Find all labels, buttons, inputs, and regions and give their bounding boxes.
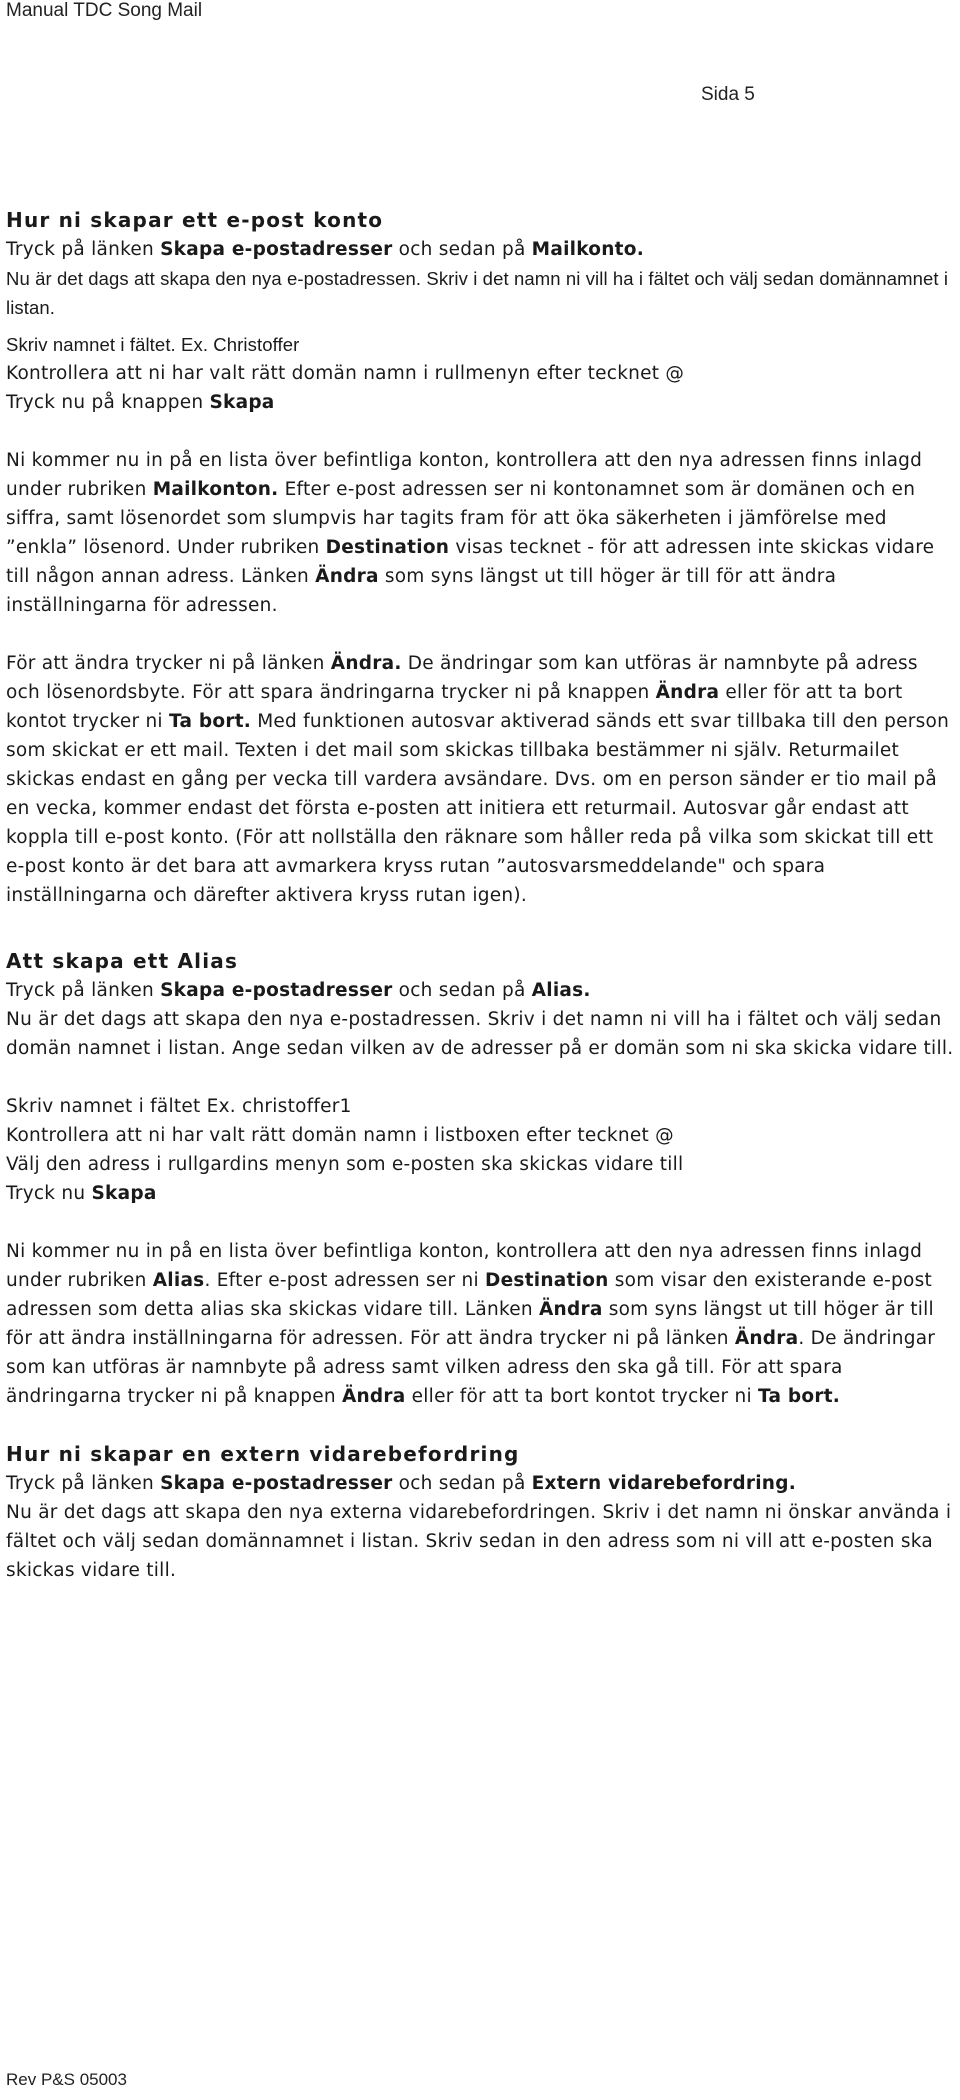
alias-instruction-4: Kontrollera att ni har valt rätt domän namn i listboxen efter tecknet @ (6, 1125, 674, 1146)
extern-instruction-2: Nu är det dags att skapa den nya externa vidarebefordringen. Skriv i det namn ni önskar använda i fältet och välj sedan domännamnet i listan. Skriv sedan in den adress som ni vill att e-posten ska skickas vidare till. (6, 1502, 952, 1581)
alias-paragraph-1: Ni kommer nu in på en lista över befintliga konton, kontrollera att den nya adressen finns inlagd under rubriken Alias. Efter e-post adressen ser ni Destination som visar den existerande e-post adressen som detta alias ska skickas vidare till. Länken Ändra som syns längst ut till höger är till för att ändra inställningarna för adressen. För att ändra trycker ni på länken Ändra. De ändringar som kan utföras är namnbyte på adress samt vilken adress den ska gå till. För att spara ändringarna trycker ni på knappen Ändra eller för att ta bort kontot trycker ni Ta bort. (6, 1241, 936, 1407)
alias-instruction-6: Tryck nu Skapa (6, 1183, 157, 1204)
section-heading-alias: Att skapa ett Alias (6, 949, 239, 973)
alias-instruction-1: Tryck på länken Skapa e-postadresser och sedan på Alias. (6, 980, 591, 1001)
section-heading-konto: Hur ni skapar ett e-post konto (6, 208, 384, 232)
konto-instruction-3: Skriv namnet i fältet. Ex. Christoffer (6, 334, 300, 355)
extern-instruction-1: Tryck på länken Skapa e-postadresser och sedan på Extern vidarebefordring. (6, 1473, 796, 1494)
alias-instruction-2: Nu är det dags att skapa den nya e-postadressen. Skriv i det namn ni vill ha i fältet och välj sedan domän namnet i listan. Ange sedan vilken av de adresser på er domän som ni ska skicka vidare till. (6, 1009, 954, 1059)
page-number: Sida 5 (701, 84, 755, 105)
footer-revision: Rev P&S 05003 (6, 2070, 127, 2089)
konto-instruction-2: Nu är det dags att skapa den nya e-postadressen. Skriv i det namn ni vill ha i fältet och välj sedan domännamnet i listan. (6, 268, 949, 318)
konto-paragraph-1: Ni kommer nu in på en lista över befintliga konton, kontrollera att den nya adressen finns inlagd under rubriken Mailkonton. Efter e-post adressen ser ni kontonamnet som är domänen och en siffra, samt lösenordet som slumpvis har tagits fram för att öka säkerheten i jämförelse med ”enkla” lösenord. Under rubriken Destination visas tecknet - för att adressen inte skickas vidare till någon annan adress. Länken Ändra som syns längst ut till höger är till för att ändra inställningarna för adressen. (6, 450, 935, 616)
page-content (6, 206, 956, 1585)
konto-instruction-5: Tryck nu på knappen Skapa (6, 392, 275, 413)
alias-instruction-5: Välj den adress i rullgardins menyn som e-posten ska skickas vidare till (6, 1154, 684, 1175)
running-header: Manual TDC Song Mail (6, 0, 203, 21)
konto-instruction-4: Kontrollera att ni har valt rätt domän namn i rullmenyn efter tecknet @ (6, 363, 685, 384)
alias-instruction-3: Skriv namnet i fältet Ex. christoffer1 (6, 1096, 352, 1117)
konto-instruction-1: Tryck på länken Skapa e-postadresser och sedan på Mailkonto. (6, 239, 645, 260)
konto-paragraph-2: För att ändra trycker ni på länken Ändra. De ändringar som kan utföras är namnbyte på adress och lösenordsbyte. För att spara ändringarna trycker ni på knappen Ändra eller för att ta bort kontot trycker ni Ta bort. Med funktionen autosvar aktiverad sänds ett svar tillbaka till den person som skickat er ett mail. Texten i det mail som skickas tillbaka bestämmer ni själv. Returmailet skickas endast en gång per vecka till vardera avsändare. Dvs. om en person sänder er tio mail på en vecka, kommer endast det första e-posten att initiera ett returmail. Autosvar går endast att koppla till e-post konto. (För att nollställa den räknare som håller reda på vilka som skickat till ett e-post konto är det bara att avmarkera kryss rutan ”autosvarsmeddelande" och spara inställningarna och därefter aktivera kryss rutan igen). (6, 653, 950, 906)
section-heading-extern: Hur ni skapar en extern vidarebefordring (6, 1442, 520, 1466)
